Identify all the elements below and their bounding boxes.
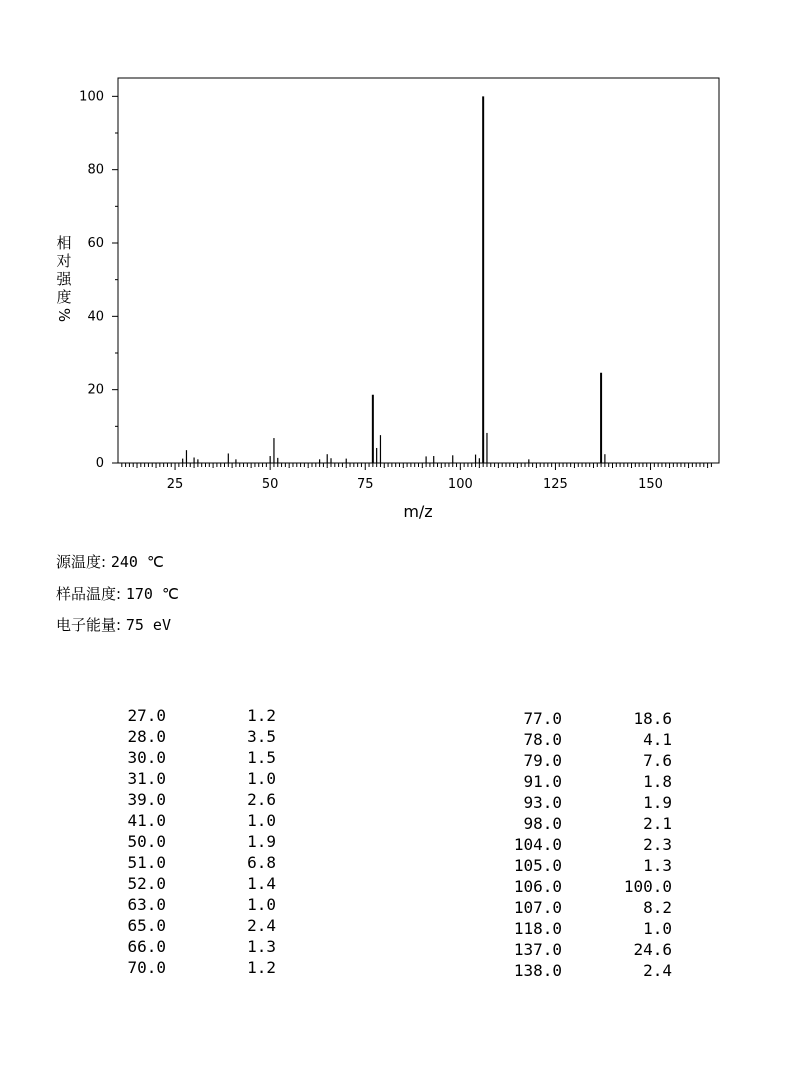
x-tick-label: 50 [261, 477, 279, 492]
peak-table-row [100, 726, 290, 747]
peak-table-row [490, 960, 680, 981]
peak-table-row [490, 729, 680, 750]
peak-table-row [100, 852, 290, 873]
peak-mz: 70.0 [127, 958, 166, 977]
peak-table-row [490, 897, 680, 918]
peak-abundance: 100.0 [623, 877, 672, 896]
peak-mz: 31.0 [127, 769, 166, 788]
x-tick-label: 25 [166, 477, 184, 492]
peak-table-row [100, 831, 290, 852]
peak-abundance: 24.6 [633, 940, 672, 959]
peak-table-row [100, 768, 290, 789]
x-tick-label: 100 [447, 477, 473, 492]
peak-abundance: 1.4 [247, 874, 276, 893]
y-tick-label: 20 [87, 382, 104, 398]
peak-mz: 30.0 [127, 748, 166, 767]
peak-abundance: 1.2 [247, 706, 276, 725]
peak-table-row [490, 792, 680, 813]
peak-table-row [100, 915, 290, 936]
peak-abundance: 2.4 [247, 916, 276, 935]
plot-frame [118, 78, 719, 463]
source-temp-label: 源温度: [56, 553, 107, 571]
peak-table-row [490, 813, 680, 834]
peak-mz: 98.0 [523, 814, 562, 833]
peak-mz: 118.0 [513, 919, 562, 938]
peak-mz: 77.0 [523, 709, 562, 728]
peak-table-row [100, 810, 290, 831]
peak-table-left [100, 705, 290, 978]
peak-abundance: 1.0 [247, 811, 276, 830]
sample-temp-value: 170 ℃ [125, 585, 179, 603]
peak-mz: 104.0 [513, 835, 562, 854]
peak-table-row [100, 873, 290, 894]
x-tick-label: 125 [543, 477, 568, 492]
peak-mz: 91.0 [523, 772, 562, 791]
peak-mz: 106.0 [513, 877, 562, 896]
electron-energy [56, 614, 171, 635]
peak-mz: 66.0 [127, 937, 166, 956]
peak-mz: 50.0 [127, 832, 166, 851]
peak-table-row [490, 708, 680, 729]
peak-table-row [490, 939, 680, 960]
peak-table-row [100, 747, 290, 768]
y-tick-label: 40 [87, 309, 104, 325]
peak-mz: 78.0 [523, 730, 562, 749]
peak-table-row [490, 834, 680, 855]
peak-abundance: 2.1 [643, 814, 672, 833]
peak-table-row [490, 771, 680, 792]
peak-table-row [100, 894, 290, 915]
peak-abundance: 2.6 [247, 790, 276, 809]
peak-abundance: 6.8 [247, 853, 276, 872]
y-tick-label: 60 [87, 236, 104, 251]
peak-abundance: 1.8 [643, 772, 672, 791]
peak-abundance: 1.2 [247, 958, 276, 977]
peak-mz: 137.0 [513, 940, 562, 959]
peak-abundance: 2.3 [643, 835, 672, 854]
peak-table-right [490, 708, 680, 981]
sample-temperature [56, 583, 179, 604]
peak-mz: 79.0 [523, 751, 562, 770]
peak-abundance: 1.0 [247, 895, 276, 914]
peak-mz: 107.0 [513, 898, 562, 917]
peak-table-row [100, 789, 290, 810]
peak-abundance: 4.1 [643, 730, 672, 749]
peak-mz: 41.0 [127, 811, 166, 830]
peak-table-row [490, 918, 680, 939]
peak-mz: 93.0 [523, 793, 562, 812]
source-temperature [56, 551, 164, 572]
y-tick-label: 100 [79, 89, 104, 105]
peak-table-row [490, 750, 680, 771]
spectrum-peaks [183, 96, 605, 463]
peak-abundance: 1.5 [247, 748, 276, 767]
peak-abundance: 3.5 [247, 727, 276, 746]
y-tick-label: 80 [87, 162, 104, 178]
sample-temp-label: 样品温度: [56, 585, 122, 603]
peak-mz: 28.0 [127, 727, 166, 746]
peak-abundance: 7.6 [643, 751, 672, 770]
x-tick-label: 150 [638, 477, 663, 492]
y-axis-label: 相 对 强 度 % [55, 234, 73, 323]
peak-abundance: 8.2 [643, 898, 672, 917]
y-tick-label: 0 [95, 456, 104, 471]
peak-table-row [490, 855, 680, 876]
electron-energy-label: 电子能量: [56, 616, 122, 634]
peak-mz: 138.0 [513, 961, 562, 980]
peak-mz: 105.0 [513, 856, 562, 875]
peak-mz: 52.0 [127, 874, 166, 893]
peak-abundance: 18.6 [633, 709, 672, 728]
peak-abundance: 1.3 [643, 856, 672, 875]
peak-mz: 65.0 [127, 916, 166, 935]
peak-mz: 51.0 [127, 853, 166, 872]
peak-abundance: 2.4 [643, 961, 672, 980]
peak-abundance: 1.9 [247, 832, 276, 851]
peak-abundance: 1.0 [643, 919, 672, 938]
mass-spectrum-chart [0, 0, 794, 530]
peak-table-row [100, 957, 290, 978]
peak-abundance: 1.3 [247, 937, 276, 956]
source-temp-value: 240 ℃ [110, 553, 164, 571]
peak-table-row [490, 876, 680, 897]
x-axis [122, 463, 712, 492]
x-axis-label: m/z [403, 502, 433, 521]
peak-mz: 27.0 [127, 706, 166, 725]
peak-abundance: 1.0 [247, 769, 276, 788]
y-axis [79, 89, 118, 471]
peak-mz: 39.0 [127, 790, 166, 809]
peak-table-row [100, 936, 290, 957]
x-tick-label: 75 [356, 477, 374, 492]
electron-energy-value: 75 eV [125, 616, 171, 634]
peak-mz: 63.0 [127, 895, 166, 914]
peak-abundance: 1.9 [643, 793, 672, 812]
peak-table-row [100, 705, 290, 726]
